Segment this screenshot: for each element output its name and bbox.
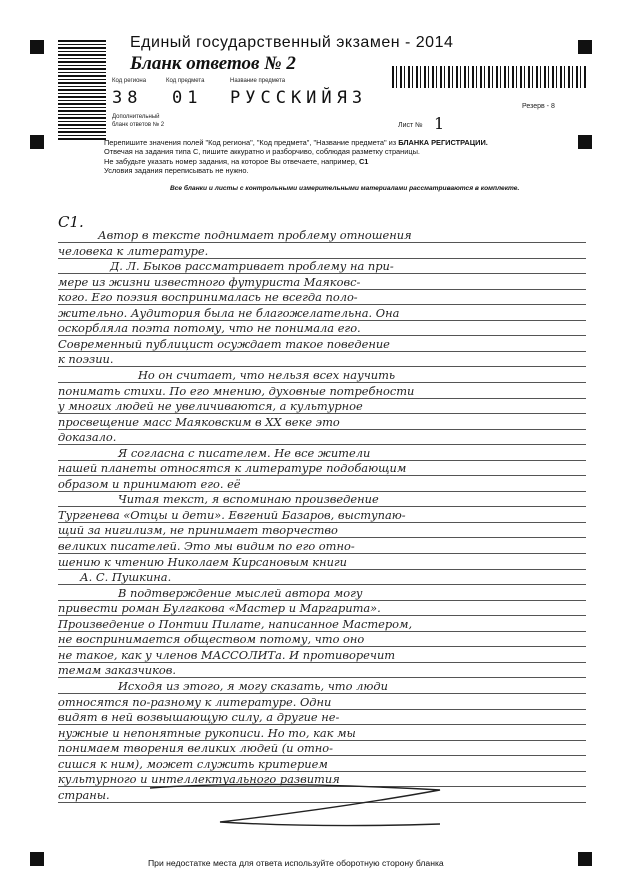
answer-line: не такое, как у членов МАССОЛИТа. И противоречит	[58, 647, 396, 662]
horizontal-barcode	[392, 66, 588, 88]
subject-name-value: РУССКИЙЯЗ	[230, 88, 368, 108]
answer-line: образом и принимают его. её	[58, 476, 241, 491]
corner-marker-top-left	[30, 40, 44, 54]
task-number: С1.	[58, 213, 84, 231]
corner-marker-bottom-left	[30, 852, 44, 866]
reserve-label: Резерв - 8	[522, 103, 555, 110]
sheet-number-value: 1	[434, 114, 445, 133]
answer-line: сишся к ним), может служить критерием	[58, 756, 328, 771]
answer-line: Тургенева «Отцы и дети». Евгений Базаров, выступаю-	[58, 507, 406, 522]
answer-line: кого. Его поэзия воспринималась не всегда поло-	[58, 290, 358, 305]
answer-line: видят в ней возвышающую силу, а другие не-	[58, 710, 340, 725]
instruction-line-2: Отвечая на задания типа С, пишите аккуратно и разборчиво, соблюдая разметку страницы.	[104, 147, 420, 157]
answer-line: нашей планеты относятся к литературе подобающим	[58, 461, 407, 476]
answer-line: Я согласна с писателем. Не все жители	[118, 445, 371, 460]
answer-line: В подтверждение мыслей автора могу	[118, 585, 363, 600]
region-code-value: 38	[112, 88, 143, 108]
answer-line: Д. Л. Быков рассматривает проблему на при-	[110, 259, 394, 274]
answer-line: Произведение о Понтии Пилате, написанное Мастером,	[58, 616, 413, 631]
answer-line: к поэзии.	[58, 352, 114, 367]
sheet-number-label: Лист №	[398, 122, 423, 129]
answer-line: культурного и интеллектуального развития	[58, 772, 340, 787]
answer-line: просвещение масс Маяковским в XX веке это	[58, 414, 340, 429]
answer-line: понимаем творения великих людей (и отно-	[58, 741, 334, 756]
corner-marker-mid-left	[30, 135, 44, 149]
answer-line: Автор в тексте поднимает проблему отношения	[98, 228, 412, 242]
additional-sheet-label: Дополнительный	[112, 114, 160, 120]
corner-marker-top-right	[578, 40, 592, 54]
region-code-label: Код региона	[112, 78, 147, 84]
answer-line: у многих людей не увеличиваются, а культурное	[58, 399, 363, 414]
instructions	[104, 138, 488, 176]
answer-line: А. С. Пушкина.	[80, 570, 172, 585]
answer-line: Но он считает, что нельзя всех научить	[138, 367, 396, 382]
subject-code-value: 01	[172, 88, 203, 108]
signature-scribble	[140, 778, 460, 838]
answer-line: великих писателей. Это мы видим по его отно-	[58, 539, 355, 553]
answer-line: Современный публицист осуждает такое поведение	[58, 336, 390, 351]
answer-line: понимать стихи. По его мнению, духовные потребности	[58, 383, 415, 398]
answer-line: Читая текст, я вспоминаю произведение	[118, 492, 379, 507]
vertical-barcode	[58, 40, 106, 140]
answer-line: человека к литературе.	[58, 243, 209, 258]
sheet-title: Бланк ответов № 2	[130, 53, 296, 74]
footer-note: При недостатке места для ответа используйте оборотную сторону бланка	[148, 858, 444, 868]
corner-marker-mid-right	[578, 135, 592, 149]
answer-line: привести роман Булгакова «Мастер и Маргарита».	[58, 601, 381, 616]
answer-line: доказало.	[58, 430, 117, 445]
answer-line: щий за нигилизм, не принимает творчество	[58, 523, 338, 538]
additional-sheet-label-2: бланк ответов № 2	[112, 122, 165, 128]
answer-line: не воспринимается обществом потому, что оно	[58, 632, 365, 647]
answer-line: нужные и непонятные рукописи. Но то, как мы	[58, 725, 356, 740]
instruction-line-1: Перепишите значения полей "Код региона", "Код предмета", "Название предмета" из	[104, 138, 399, 147]
instruction-line-4: Условия задания переписывать не нужно.	[104, 166, 249, 176]
exam-title: Единый государственный экзамен - 2014	[130, 34, 454, 51]
subject-code-label: Код предмета	[166, 78, 205, 84]
answer-line: Исходя из этого, я могу сказать, что люди	[118, 678, 388, 693]
instruction-line-1-bold: БЛАНКА РЕГИСТРАЦИИ.	[398, 138, 488, 147]
instruction-line-3: Не забудьте указать номер задания, на которое Вы отвечаете, например,	[104, 156, 359, 166]
answer-line: шению к чтению Николаем Кирсановым книги	[58, 554, 348, 569]
answer-line: жительно. Аудитория была не благожелательна. Она	[58, 305, 400, 320]
answer-line: оскорбляла поэта потому, что не понимала его.	[58, 321, 361, 336]
subject-name-label: Название предмета	[230, 78, 286, 84]
answer-line: относятся по-разному к литературе. Одни	[58, 694, 332, 709]
answer-line: страны.	[58, 787, 110, 802]
instruction-line-3-bold: С1	[358, 156, 369, 166]
answer-line: мере из жизни известного футуриста Маяковс-	[58, 274, 361, 289]
completeness-notice: Все бланки и листы с контрольными измерительными материалами рассматриваются в комплекте.	[170, 185, 520, 192]
answer-line: темам заказчиков.	[58, 663, 176, 678]
corner-marker-bottom-right	[578, 852, 592, 866]
